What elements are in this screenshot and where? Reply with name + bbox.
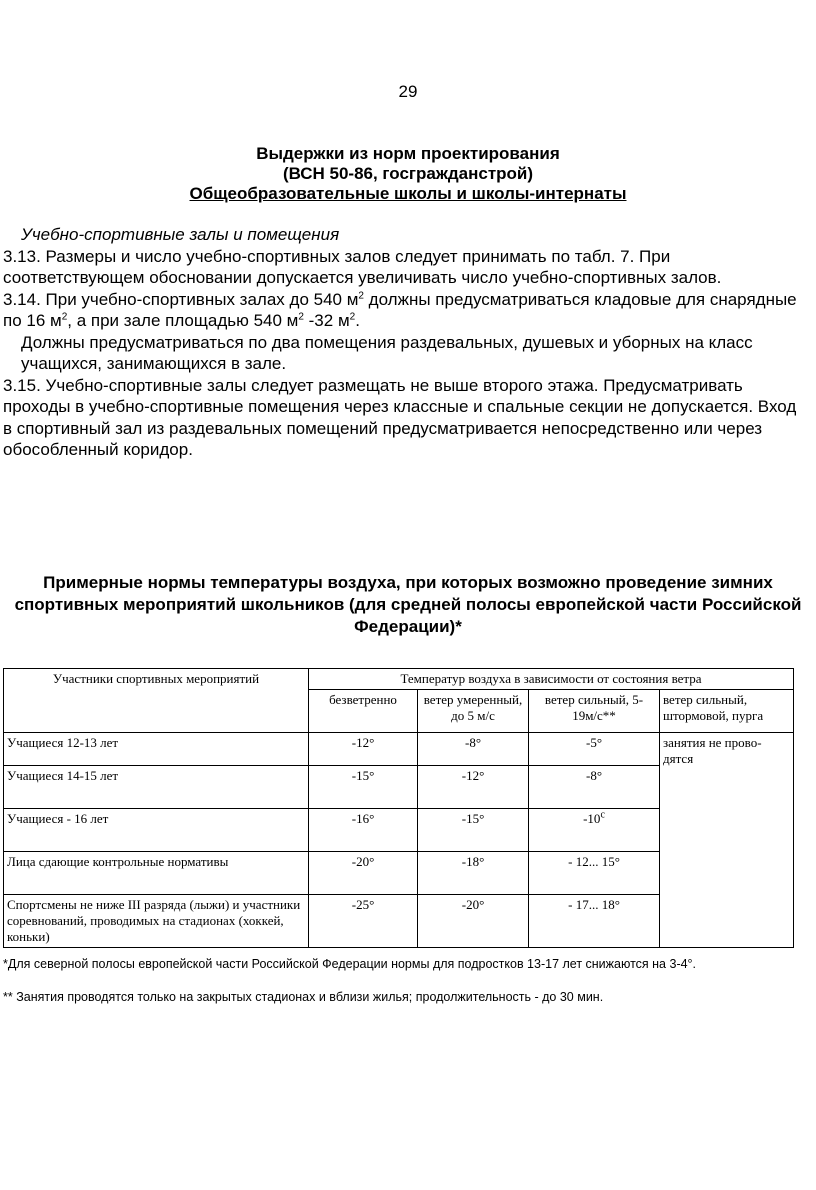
participant-cell: Лица сдающие контрольные нормативы xyxy=(4,852,309,895)
paragraph-3-13: 3.13. Размеры и число учебно-спортивных залов следует принимать по табл. 7. При соответствующем обосновании допускается увеличивать число учебно-спортивных залов. xyxy=(3,246,722,287)
value-strong: - 17... 18° xyxy=(529,895,660,948)
value-strong: - 12... 15° xyxy=(529,852,660,895)
subheader-strong-wind: ветер сильный, 5- 19м/с** xyxy=(529,690,660,733)
paragraph-3-14: 3.14. При учебно-спортивных залах до 540 $м^2$ должны предусматриваться кладовые для снарядные по 16 $м^2$, а при зале площадью 540 $м^2$ -32 $м^2$. xyxy=(3,289,797,330)
footnote-closed-stadiums: ** Занятия проводятся только на закрытых стадионах и вблизи жилья; продолжительность - до 30 мин. xyxy=(3,990,604,1004)
value-strong: -8° xyxy=(529,766,660,809)
paragraph-3-15: 3.15. Учебно-спортивные залы следует размещать не выше второго этажа. Предусматривать проходы в учебно-спортивные помещения через классные и спальные секции не допускается. Вход в спортивный зал из раздевальных помещений предусматривается непосредственно или через обособленный коридор. xyxy=(3,375,797,459)
participant-cell: Спортсмены не ниже III разряда (лыжи) и участники соревнований, проводимых на стадионах (хоккей, коньки) xyxy=(4,895,309,948)
body-text xyxy=(3,224,809,461)
value-moderate: -20° xyxy=(418,895,529,948)
participant-cell: Учащиеся 12-13 лет xyxy=(4,733,309,766)
value-moderate: -12° xyxy=(418,766,529,809)
heading-line-2: (ВСН 50-86, госгражданстрой) xyxy=(282,164,534,183)
value-calm: -25° xyxy=(309,895,418,948)
footnote-northern: *Для северной полосы европейской части Российской Федерации нормы для подростков 13-17 лет снижаются на 3-4°. xyxy=(3,957,697,971)
table-title: Примерные нормы температуры воздуха, при которых возможно проведение зимних спортивных мероприятий школьников (для средней полосы европейской части Российской Федерации)* xyxy=(14,573,802,636)
temperature-norms-table xyxy=(3,668,794,948)
value-moderate: -18° xyxy=(418,852,529,895)
value-moderate: -15° xyxy=(418,809,529,852)
participant-cell: Учащиеся - 16 лет xyxy=(4,809,309,852)
value-calm: -15° xyxy=(309,766,418,809)
value-calm: -20° xyxy=(309,852,418,895)
heading-line-3: Общеобразовательные школы и школы-интернаты xyxy=(189,184,627,203)
participant-cell: Учащиеся 14-15 лет xyxy=(4,766,309,809)
subheader-storm: ветер сильный, штормовой, пурга xyxy=(660,690,794,733)
value-calm: -16° xyxy=(309,809,418,852)
section-title: Учебно-спортивные залы и помещения xyxy=(21,225,340,244)
value-strong: -5° xyxy=(529,733,660,766)
storm-note-cell: занятия не прово-дятся xyxy=(660,733,794,948)
subheader-calm: безветренно xyxy=(309,690,418,733)
header-participants: Участники спортивных мероприятий xyxy=(4,669,309,733)
value-calm: -12° xyxy=(309,733,418,766)
table-header-row xyxy=(4,669,794,690)
value-strong: $-10^с$ xyxy=(529,809,660,852)
paragraph-3-14-continued: Должны предусматриваться по два помещения раздевальных, душевых и уборных на класс учащихся, занимающихся в зале. xyxy=(21,332,753,373)
table-row xyxy=(4,733,794,766)
header-temperature-group: Температур воздуха в зависимости от состояния ветра xyxy=(309,669,794,690)
subheader-moderate-wind: ветер умеренный, до 5 м/с xyxy=(418,690,529,733)
value-moderate: -8° xyxy=(418,733,529,766)
heading-line-1: Выдержки из норм проектирования xyxy=(256,144,560,163)
page-number: 29 xyxy=(398,82,418,101)
document-heading xyxy=(0,144,816,204)
